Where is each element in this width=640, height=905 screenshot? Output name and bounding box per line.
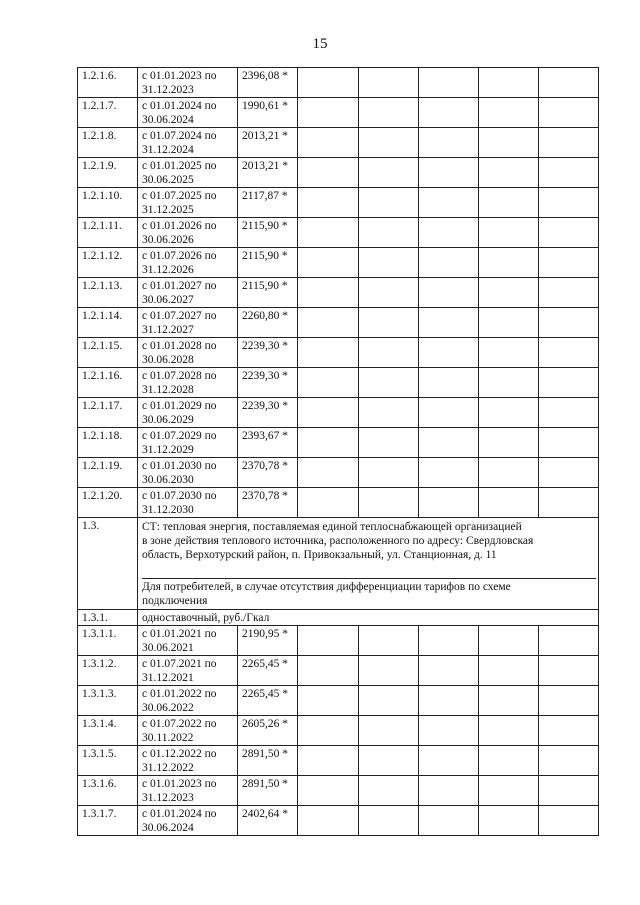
block-b-rows [78,626,599,836]
table-row [78,656,599,686]
empty-cell [539,338,599,368]
empty-cell [479,308,539,338]
empty-cell [419,488,479,518]
table-row [78,746,599,776]
empty-cell [419,158,479,188]
empty-cell [419,806,479,836]
page-number: 15 [312,36,328,52]
empty-cell [298,218,359,248]
consumers-subheading: Для потребителей, в случае отсутствия дифференциации тарифов по схеме подключения [142,578,596,609]
empty-cell [359,686,419,716]
empty-cell [419,398,479,428]
empty-cell [539,656,599,686]
row-period: с 01.07.2024 по 31.12.2024 [138,128,238,158]
table-row [78,68,599,98]
table-row [78,248,599,278]
empty-cell [298,188,359,218]
empty-cell [419,776,479,806]
empty-cell [539,488,599,518]
row-value: 2260,80 * [238,308,298,338]
empty-cell [479,368,539,398]
row-period: с 01.07.2028 по 31.12.2028 [138,368,238,398]
row-period: с 01.01.2021 по 30.06.2021 [138,626,238,656]
table-row [78,158,599,188]
row-period: с 01.07.2030 по 31.12.2030 [138,488,238,518]
row-value: 2402,64 * [238,806,298,836]
section-description [138,518,599,610]
empty-cell [539,218,599,248]
block-a-rows [78,68,599,518]
empty-cell [298,806,359,836]
row-value: 2370,78 * [238,458,298,488]
row-value: 2117,87 * [238,188,298,218]
row-value: 2370,78 * [238,488,298,518]
empty-cell [419,338,479,368]
table-row [78,776,599,806]
empty-cell [539,458,599,488]
row-value: 2115,90 * [238,218,298,248]
empty-cell [298,656,359,686]
empty-cell [359,98,419,128]
row-period: с 01.01.2024 по 30.06.2024 [138,98,238,128]
row-code: 1.2.1.19. [78,458,138,488]
row-code: 1.2.1.7. [78,98,138,128]
empty-cell [359,188,419,218]
empty-cell [479,428,539,458]
empty-cell [419,428,479,458]
empty-cell [479,776,539,806]
empty-cell [419,458,479,488]
empty-cell [479,686,539,716]
empty-cell [539,248,599,278]
empty-cell [419,686,479,716]
empty-cell [479,338,539,368]
empty-cell [419,248,479,278]
empty-cell [479,488,539,518]
row-period: с 01.01.2023 по 31.12.2023 [138,68,238,98]
row-code: 1.3.1.1. [78,626,138,656]
empty-cell [298,158,359,188]
row-value: 2605,26 * [238,716,298,746]
row-value: 2265,45 * [238,686,298,716]
empty-cell [298,128,359,158]
row-code: 1.2.1.9. [78,158,138,188]
empty-cell [359,428,419,458]
empty-cell [298,626,359,656]
empty-cell [539,308,599,338]
row-value: 2115,90 * [238,248,298,278]
empty-cell [359,158,419,188]
row-period: с 01.07.2026 по 31.12.2026 [138,248,238,278]
empty-cell [479,458,539,488]
empty-cell [359,806,419,836]
row-period: с 01.07.2025 по 31.12.2025 [138,188,238,218]
empty-cell [539,776,599,806]
empty-cell [419,368,479,398]
empty-cell [359,218,419,248]
row-value: 2239,30 * [238,338,298,368]
row-value: 2265,45 * [238,656,298,686]
row-code: 1.2.1.18. [78,428,138,458]
empty-cell [298,338,359,368]
row-value: 2891,50 * [238,746,298,776]
row-code: 1.3.1.7. [78,806,138,836]
row-period: с 01.07.2027 по 31.12.2027 [138,308,238,338]
empty-cell [479,716,539,746]
empty-cell [479,806,539,836]
table-row [78,686,599,716]
empty-cell [479,278,539,308]
row-period: с 01.01.2024 по 30.06.2024 [138,806,238,836]
empty-cell [479,218,539,248]
empty-cell [298,776,359,806]
row-code: 1.2.1.17. [78,398,138,428]
row-code: 1.3.1.6. [78,776,138,806]
empty-cell [359,248,419,278]
tariff-table [77,67,599,836]
row-value: 2239,30 * [238,368,298,398]
empty-cell [539,716,599,746]
empty-cell [479,188,539,218]
row-period: с 01.01.2029 по 30.06.2029 [138,398,238,428]
empty-cell [539,428,599,458]
table-row [78,308,599,338]
row-code: 1.2.1.10. [78,188,138,218]
row-code: 1.2.1.8. [78,128,138,158]
table-row [78,338,599,368]
empty-cell [539,68,599,98]
table-row [78,458,599,488]
row-period: с 01.07.2022 по 30.11.2022 [138,716,238,746]
empty-cell [419,746,479,776]
empty-cell [419,656,479,686]
row-code: 1.3.1.2. [78,656,138,686]
empty-cell [359,398,419,428]
table-row [78,98,599,128]
row-code: 1.3.1.5. [78,746,138,776]
empty-cell [479,626,539,656]
subsection-label: одноставочный, руб./Гкал [138,610,599,626]
row-code: 1.2.1.14. [78,308,138,338]
row-period: с 01.07.2021 по 31.12.2021 [138,656,238,686]
empty-cell [539,188,599,218]
section-description-text: СТ: тепловая энергия, поставляемая единой теплоснабжающей организацией в зоне действия теплового источника, расположенного по адресу: Свердловская область, Верхотурский район, п. Привокзальный, ул. Станционная, д. 11 [142,521,534,561]
empty-cell [419,68,479,98]
row-code: 1.2.1.16. [78,368,138,398]
row-value: 2891,50 * [238,776,298,806]
row-period: с 01.12.2022 по 31.12.2022 [138,746,238,776]
empty-cell [419,218,479,248]
empty-cell [359,746,419,776]
empty-cell [359,776,419,806]
section-1-3 [78,518,599,626]
row-code: 1.2.1.15. [78,338,138,368]
empty-cell [419,98,479,128]
empty-cell [539,98,599,128]
empty-cell [479,98,539,128]
empty-cell [539,746,599,776]
row-value: 1990,61 * [238,98,298,128]
empty-cell [298,458,359,488]
row-period: с 01.01.2030 по 30.06.2030 [138,458,238,488]
table-row [78,806,599,836]
empty-cell [298,398,359,428]
row-period: с 01.01.2022 по 30.06.2022 [138,686,238,716]
empty-cell [539,626,599,656]
empty-cell [539,368,599,398]
row-value: 2393,67 * [238,428,298,458]
row-code: 1.2.1.20. [78,488,138,518]
row-code: 1.2.1.12. [78,248,138,278]
row-value: 2013,21 * [238,128,298,158]
empty-cell [539,278,599,308]
table-row [78,626,599,656]
table-row [78,716,599,746]
empty-cell [298,278,359,308]
empty-cell [479,656,539,686]
row-period: с 01.01.2028 по 30.06.2028 [138,338,238,368]
empty-cell [419,716,479,746]
table-row [78,398,599,428]
empty-cell [539,686,599,716]
empty-cell [298,68,359,98]
section-code: 1.3. [78,518,138,610]
table-row [78,428,599,458]
table-row [78,128,599,158]
empty-cell [298,368,359,398]
row-period: с 01.01.2026 по 30.06.2026 [138,218,238,248]
empty-cell [298,686,359,716]
empty-cell [479,746,539,776]
empty-cell [419,188,479,218]
row-code: 1.2.1.13. [78,278,138,308]
row-period: с 01.01.2023 по 31.12.2023 [138,776,238,806]
row-value: 2396,08 * [238,68,298,98]
empty-cell [539,806,599,836]
empty-cell [298,716,359,746]
table-row [78,488,599,518]
empty-cell [359,656,419,686]
table-row [78,368,599,398]
empty-cell [539,158,599,188]
empty-cell [359,716,419,746]
row-period: с 01.01.2025 по 30.06.2025 [138,158,238,188]
empty-cell [298,428,359,458]
table-row [78,218,599,248]
empty-cell [479,128,539,158]
empty-cell [359,338,419,368]
empty-cell [479,248,539,278]
row-value: 2239,30 * [238,398,298,428]
empty-cell [359,488,419,518]
empty-cell [298,308,359,338]
table-row [78,188,599,218]
empty-cell [298,488,359,518]
empty-cell [359,308,419,338]
empty-cell [298,746,359,776]
table-row [78,278,599,308]
empty-cell [359,458,419,488]
empty-cell [479,158,539,188]
row-value: 2190,95 * [238,626,298,656]
row-code: 1.2.1.6. [78,68,138,98]
empty-cell [419,308,479,338]
row-value: 2115,90 * [238,278,298,308]
empty-cell [419,626,479,656]
row-code: 1.3.1.4. [78,716,138,746]
row-code: 1.3.1.3. [78,686,138,716]
row-period: с 01.01.2027 по 30.06.2027 [138,278,238,308]
empty-cell [359,68,419,98]
subsection-code: 1.3.1. [78,610,138,626]
empty-cell [539,398,599,428]
empty-cell [298,248,359,278]
row-value: 2013,21 * [238,158,298,188]
empty-cell [359,368,419,398]
row-code: 1.2.1.11. [78,218,138,248]
empty-cell [479,68,539,98]
empty-cell [359,626,419,656]
row-period: с 01.07.2029 по 31.12.2029 [138,428,238,458]
empty-cell [359,278,419,308]
empty-cell [359,128,419,158]
empty-cell [479,398,539,428]
empty-cell [419,278,479,308]
empty-cell [419,128,479,158]
empty-cell [298,98,359,128]
empty-cell [539,128,599,158]
